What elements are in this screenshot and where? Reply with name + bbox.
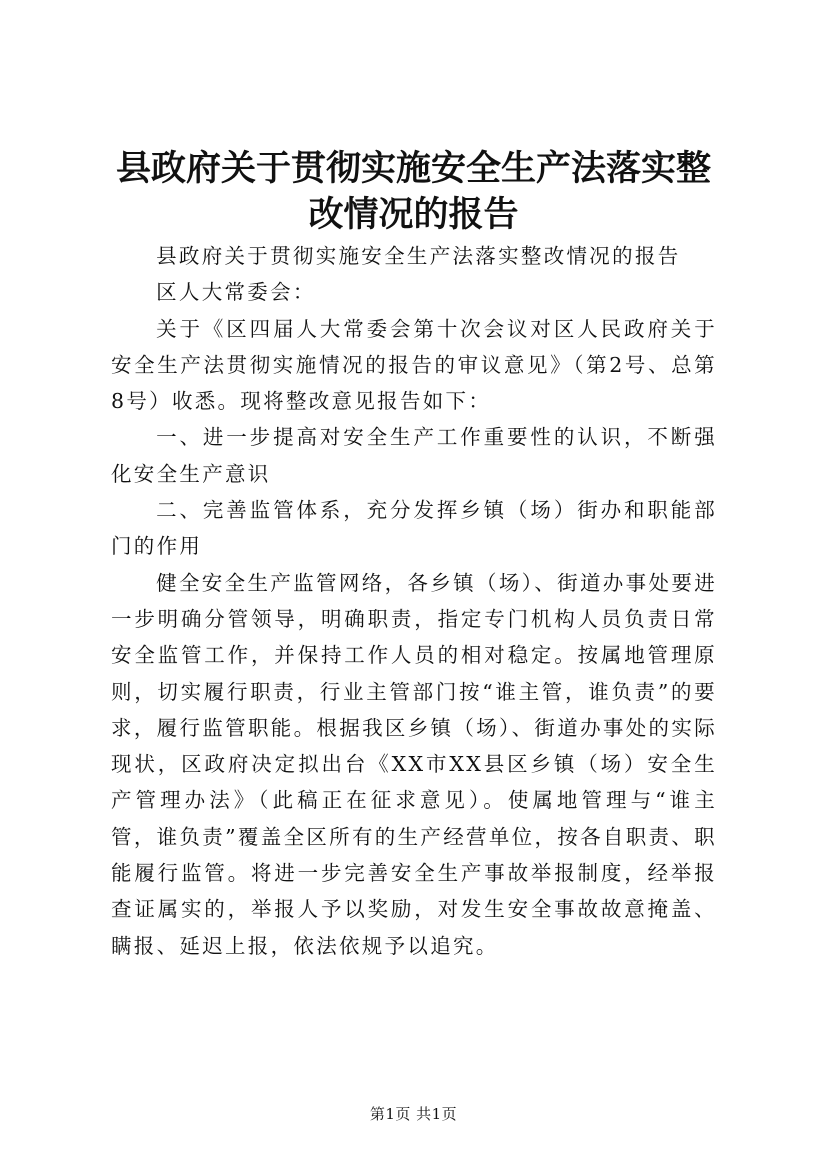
section-two-heading: 二、完善监管体系，充分发挥乡镇（场）街办和职能部门的作用 <box>111 498 717 559</box>
intro-paragraph: 关于《区四届人大常委会第十次会议对区人民政府关于安全生产法贯彻实施情况的报告的审议意见》（第2号、总第8号）收悉。现将整改意见报告如下： <box>111 316 717 414</box>
subtitle-paragraph: 县政府关于贯彻实施安全生产法落实整改情况的报告 <box>156 244 681 268</box>
document-body <box>111 238 717 964</box>
salutation-paragraph: 区人大常委会： <box>156 280 316 305</box>
section-one-heading: 一、进一步提高对安全生产工作重要性的认识，不断强化安全生产意识 <box>111 425 717 486</box>
page-number-footer: 第1页 共1页 <box>369 1105 458 1123</box>
body-paragraph: 健全安全生产监管网络，各乡镇（场）、街道办事处要进一步明确分管领导，明确职责，指定专门机构人员负责日常安全监管工作，并保持工作人员的相对稳定。按属地管理原则，切实履行职责，行业主管部门按“谁主管，谁负责”的要求，履行监管职能。根据我区乡镇（场）、街道办事处的实际现状，区政府决定拟出台《XX市XX县区乡镇（场）安全生产管理办法》（此稿正在征求意见）。使属地管理与“谁主管，谁负责”覆盖全区所有的生产经营单位，按各自职责、职能履行监管。将进一步完善安全生产事故举报制度，经举报查证属实的，举报人予以奖励，对发生安全事故故意掩盖、瞒报、延迟上报，依法依规予以追究。 <box>111 570 717 958</box>
document-title: 县政府关于贯彻实施安全生产法落实整改情况的报告 <box>115 148 711 235</box>
